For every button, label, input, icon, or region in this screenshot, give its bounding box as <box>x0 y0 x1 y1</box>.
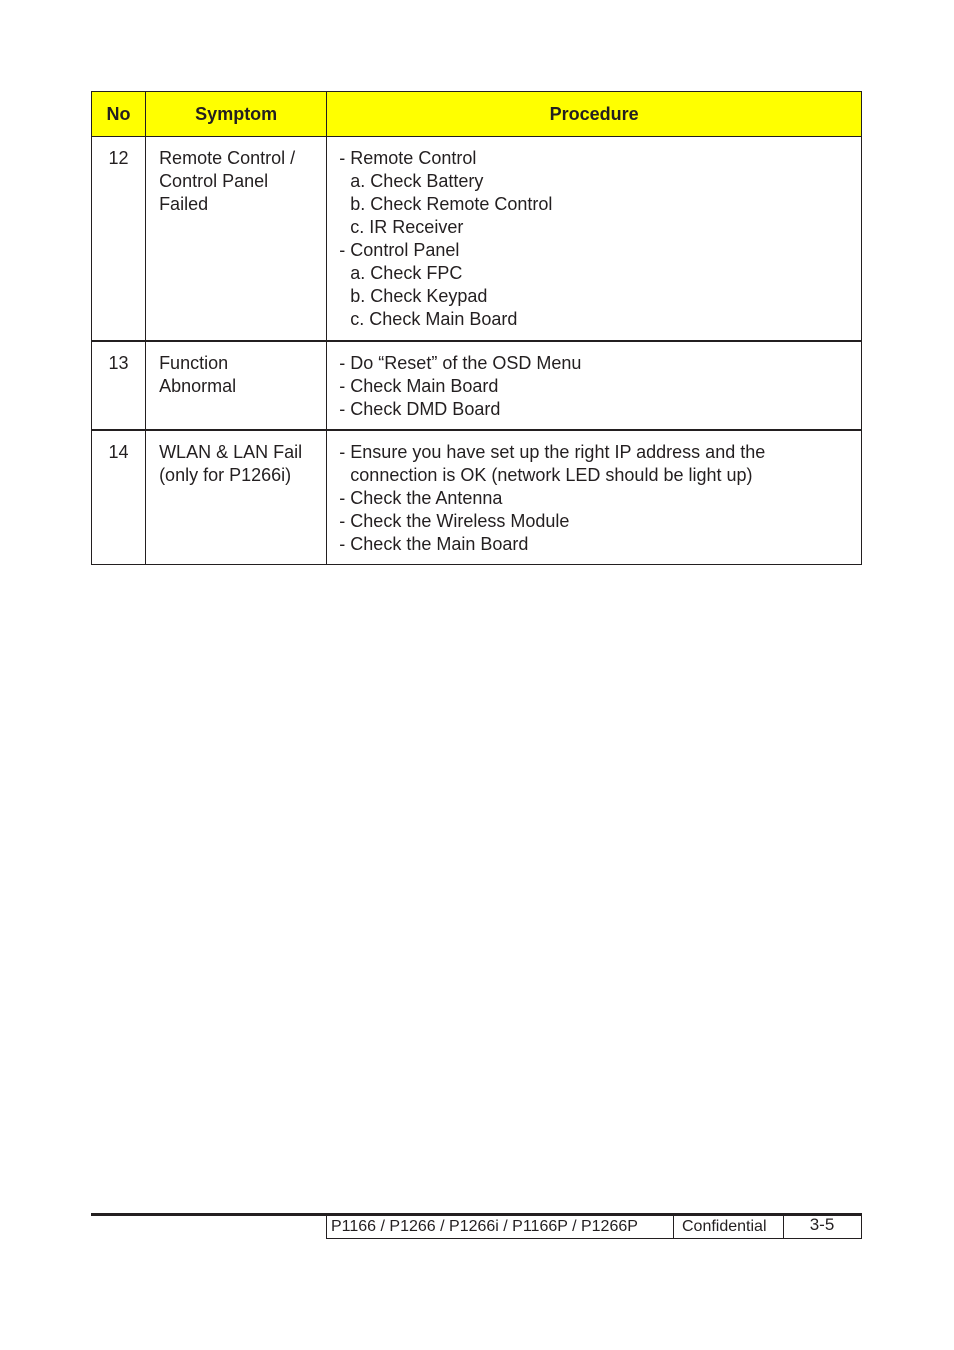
symptom-line: Control Panel <box>159 171 269 191</box>
symptom-cell <box>146 137 327 342</box>
symptom-line: Remote Control / <box>159 148 296 168</box>
footer-model-list: P1166 / P1266 / P1266i / P1166P / P1266P <box>326 1216 674 1239</box>
procedure-step: connection is OK (network LED should be light up) <box>350 465 753 485</box>
symptom-line: (only for P1266i) <box>159 465 292 485</box>
procedure-step: - Control Panel <box>339 240 460 260</box>
procedure-cell <box>327 341 862 430</box>
procedure-step: a. Check Battery <box>350 171 484 191</box>
table-header-row <box>92 92 862 137</box>
procedure-step: b. Check Remote Control <box>350 194 553 214</box>
row-number: 12 <box>92 137 146 342</box>
procedure-step: - Check Main Board <box>339 376 499 396</box>
footer-confidential: Confidential <box>673 1216 784 1239</box>
procedure-step: b. Check Keypad <box>350 286 488 306</box>
procedure-step: - Check DMD Board <box>339 399 501 419</box>
procedure-step: - Ensure you have set up the right IP address and the <box>339 442 766 462</box>
symptom-cell <box>146 430 327 565</box>
troubleshooting-table <box>91 91 862 565</box>
procedure-step: - Check the Antenna <box>339 488 503 508</box>
row-number: 13 <box>92 341 146 430</box>
procedure-step: a. Check FPC <box>350 263 463 283</box>
table-row <box>92 341 862 430</box>
procedure-step: c. IR Receiver <box>350 217 464 237</box>
procedure-cell <box>327 137 862 342</box>
procedure-step: - Do “Reset” of the OSD Menu <box>339 353 582 373</box>
procedure-step: c. Check Main Board <box>350 309 518 329</box>
procedure-cell <box>327 430 862 565</box>
procedure-step: - Check the Main Board <box>339 534 529 554</box>
header-no: No <box>92 92 146 137</box>
header-symptom: Symptom <box>146 92 327 137</box>
table-row <box>92 137 862 342</box>
symptom-line: Abnormal <box>159 376 237 396</box>
procedure-step: - Remote Control <box>339 148 477 168</box>
symptom-line: Failed <box>159 194 209 214</box>
header-procedure: Procedure <box>327 92 862 137</box>
table-row <box>92 430 862 565</box>
symptom-cell <box>146 341 327 430</box>
row-number: 14 <box>92 430 146 565</box>
footer-page-number: 3-5 <box>783 1216 862 1239</box>
symptom-line: WLAN & LAN Fail <box>159 442 303 462</box>
procedure-step: - Check the Wireless Module <box>339 511 570 531</box>
symptom-line: Function <box>159 353 229 373</box>
